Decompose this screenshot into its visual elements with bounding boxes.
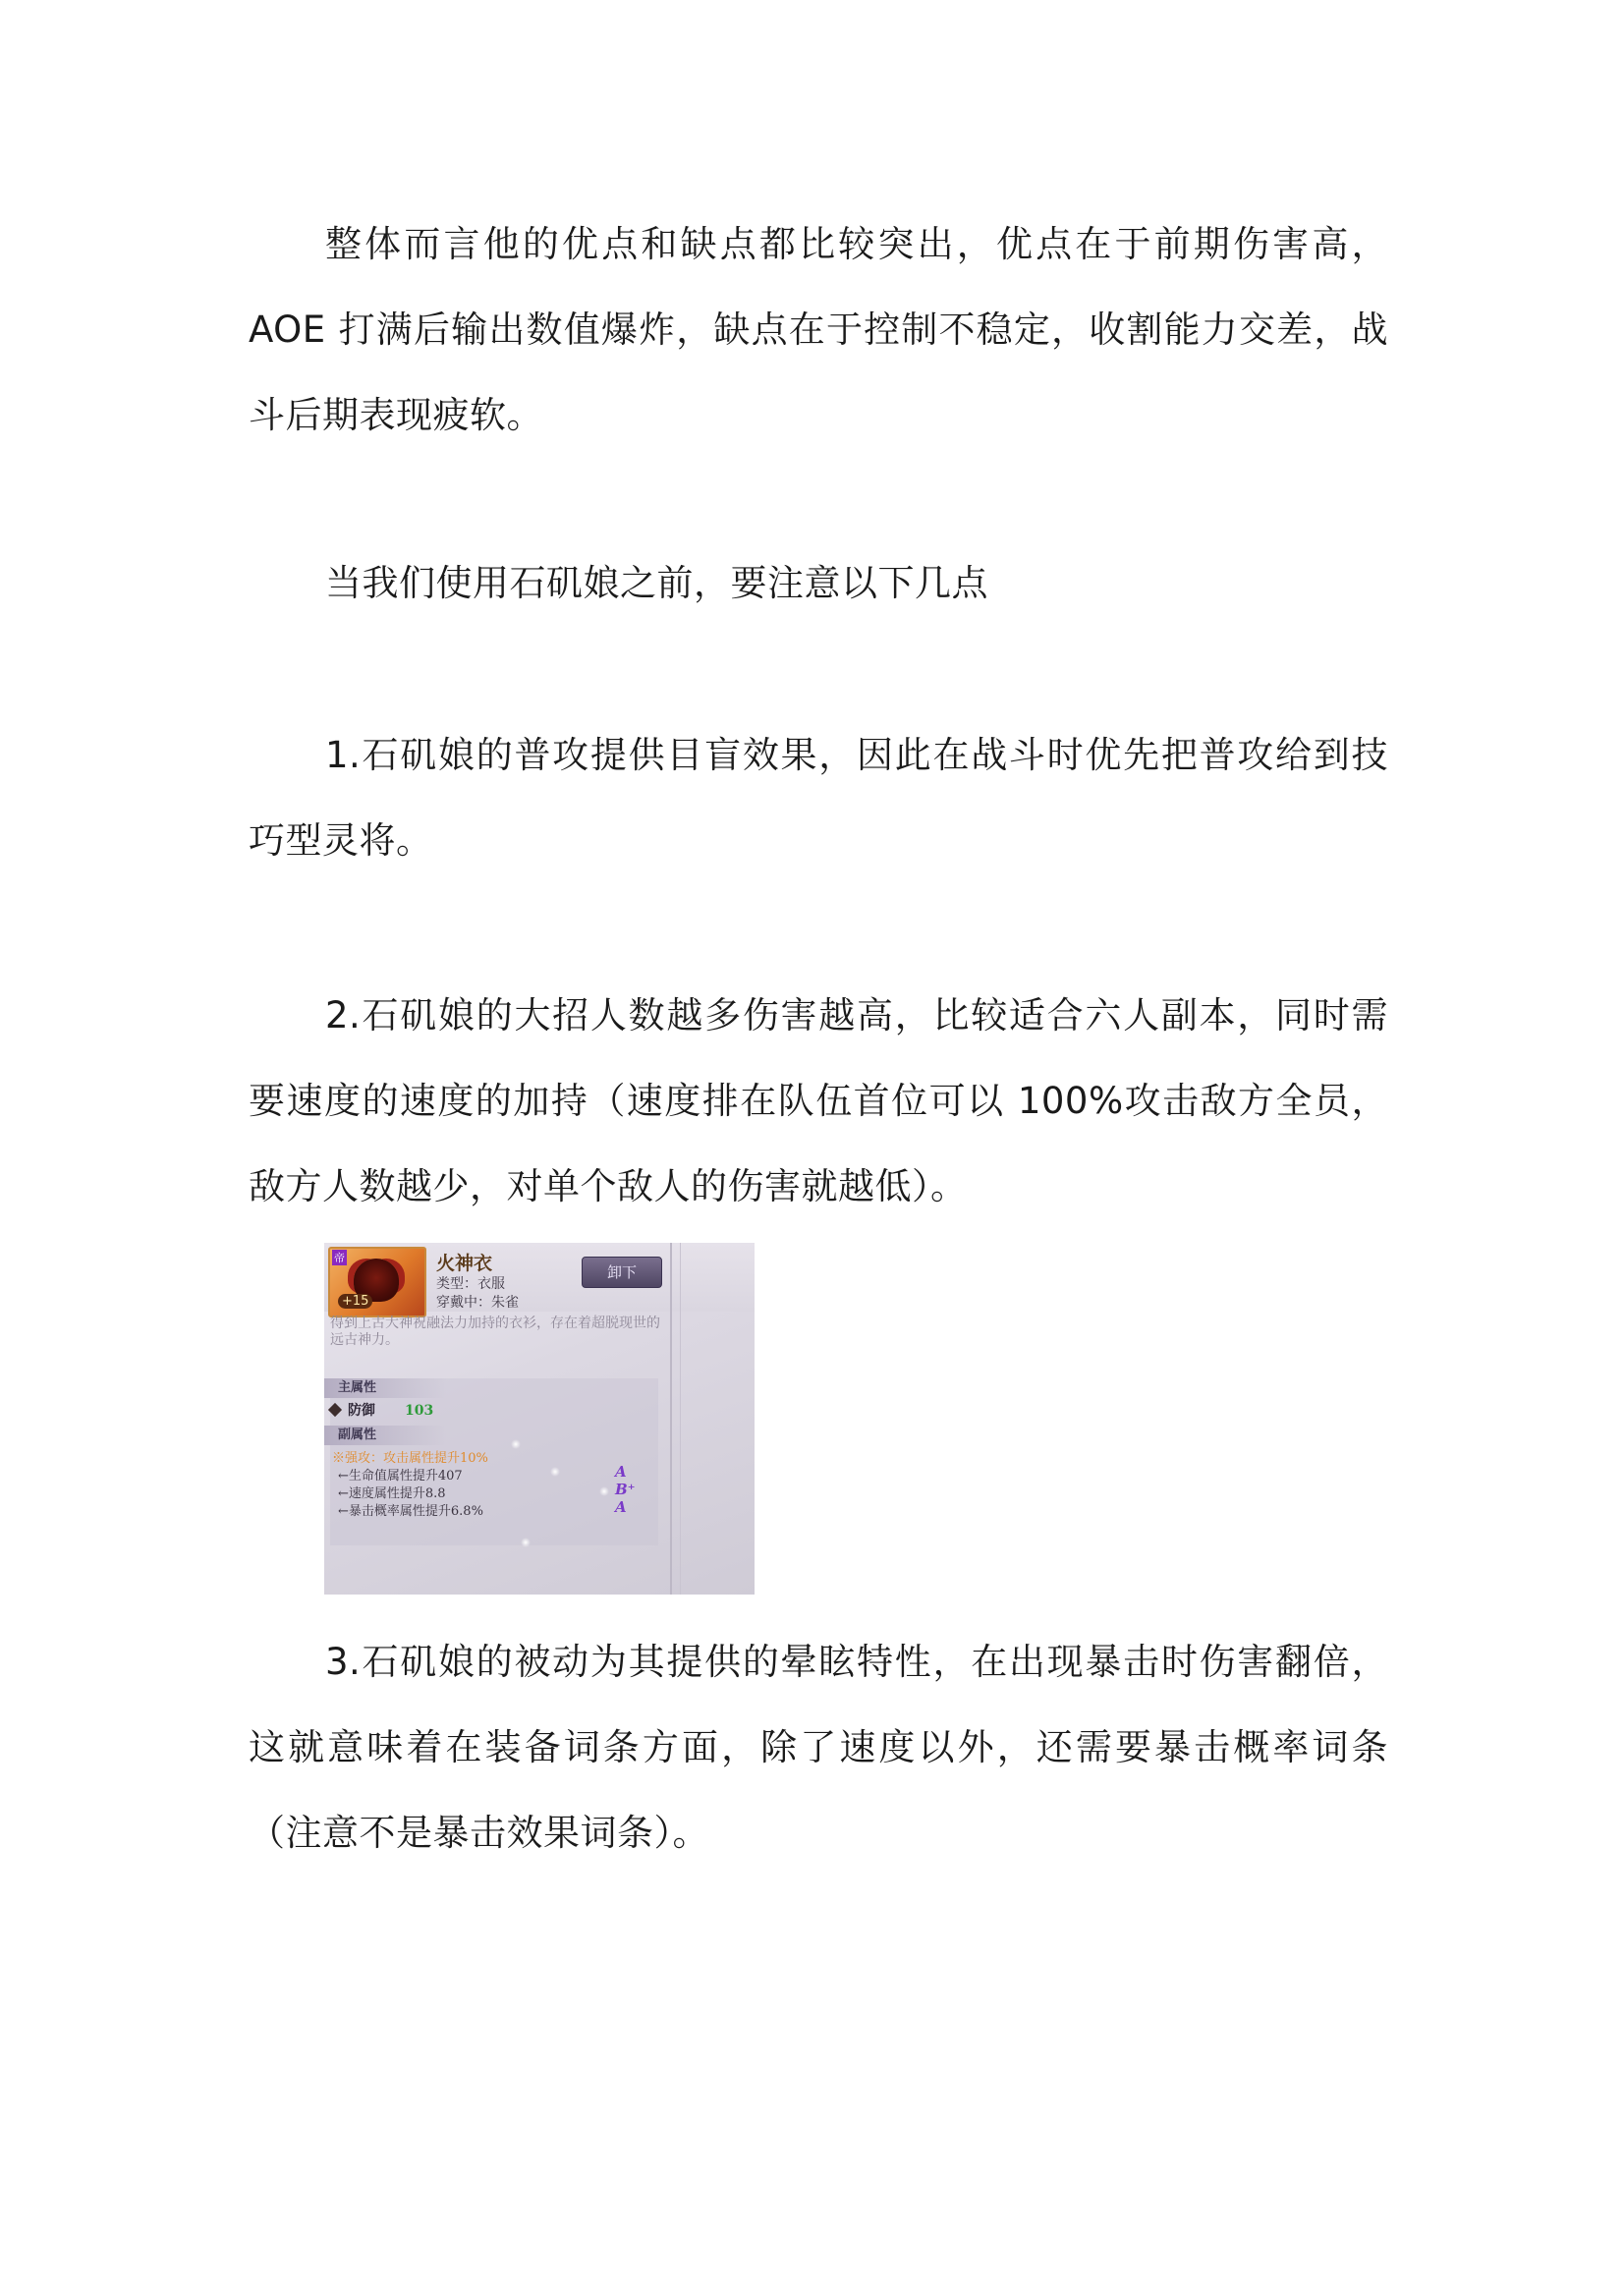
sub-attr-grade: B⁺	[615, 1481, 636, 1498]
equipment-screenshot	[324, 1243, 755, 1595]
item-description: 得到上古大神祝融法力加持的衣衫，存在着超脱现世的远古神力。	[330, 1316, 660, 1348]
equipment-icon	[328, 1247, 426, 1317]
enhance-level-badge: +15	[338, 1294, 372, 1309]
screenshot-divider	[680, 1243, 681, 1595]
main-attr-name: 防御	[348, 1403, 375, 1419]
main-attr-value: 103	[405, 1403, 434, 1419]
paragraph-intro-points: 当我们使用石矶娘之前，要注意以下几点	[325, 562, 988, 604]
sub-attr-grade: A	[615, 1463, 627, 1481]
sub-attr-header: 副属性	[324, 1426, 446, 1445]
paragraph-point-1: 1.石矶娘的普攻提供目盲效果，因此在战斗时优先把普攻给到技巧型灵将。	[249, 734, 1388, 862]
item-name: 火神衣	[436, 1253, 493, 1274]
main-attr-header: 主属性	[324, 1378, 446, 1398]
sub-attr-row: ←生命值属性提升407	[338, 1469, 463, 1484]
defense-gem-icon	[328, 1403, 342, 1417]
sparkle-decoration	[521, 1538, 531, 1547]
item-type: 类型：衣服	[436, 1276, 505, 1292]
enhance-line: ※强攻：攻击属性提升10%	[332, 1451, 488, 1466]
sparkle-decoration	[550, 1467, 560, 1477]
unequip-button: 卸下	[582, 1257, 662, 1288]
rank-badge: 帝	[334, 1252, 345, 1264]
sparkle-decoration	[599, 1486, 609, 1496]
item-wearer: 穿戴中：朱雀	[436, 1295, 519, 1311]
screenshot-divider	[670, 1243, 672, 1595]
sub-attr-row: ←速度属性提升8.8	[338, 1486, 446, 1501]
paragraph-summary: 整体而言他的优点和缺点都比较突出，优点在于前期伤害高，AOE 打满后输出数值爆炸，缺点在于控制不稳定，收割能力交差，战斗后期表现疲软。	[249, 223, 1388, 436]
main-attr-row	[330, 1400, 433, 1420]
sparkle-decoration	[511, 1439, 521, 1449]
paragraph-point-3: 3.石矶娘的被动为其提供的晕眩特性，在出现暴击时伤害翻倍，这就意味着在装备词条方面，除了速度以外，还需要暴击概率词条（注意不是暴击效果词条）。	[249, 1641, 1388, 1854]
paragraph-point-2: 2.石矶娘的大招人数越多伤害越高，比较适合六人副本，同时需要速度的速度的加持（速度排在队伍首位可以 100%攻击敌方全员，敌方人数越少，对单个敌人的伤害就越低）。	[249, 994, 1388, 1207]
sub-attr-row: ←暴击概率属性提升6.8%	[338, 1504, 483, 1519]
sub-attr-grade: A	[615, 1498, 627, 1516]
